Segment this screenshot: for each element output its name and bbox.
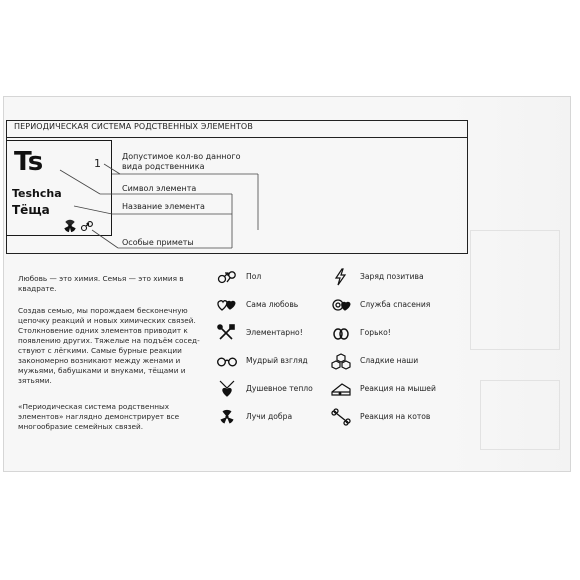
legend-label: Реакция на котов [360, 412, 431, 421]
legend-label: Сладкие наши [360, 356, 419, 365]
element-symbol: Ts [14, 147, 43, 177]
description-paragraph: Создав семью, мы порождаем бесконечную цепочку реакций и новых химических связей. Столкновение одних элементов приводит к появлению других. Тяжелые на подъём соседствуют с лёгкими. Самые бурные реакции закономерно возникают между женами и мужьями, бабушками и внуками, тёщами и зятьями. [18, 306, 200, 385]
closing-paragraph: «Периодическая система родственных элементов» наглядно демонстрирует все многообразие семейных связей. [18, 402, 180, 431]
background-table-ghost [480, 380, 560, 450]
annotation-symbol: Символ элемента [122, 184, 197, 193]
pendant-heart-icon [216, 380, 238, 398]
legend-title-divider [6, 137, 468, 138]
lightning-icon [330, 268, 352, 286]
annotation-allowed-count: Допустимое кол-во данного вида родственника [122, 152, 241, 171]
legend-label: Душевное тепло [246, 384, 313, 393]
cheese-icon [330, 380, 352, 398]
legend-label: Мудрый взгляд [246, 356, 308, 365]
legend-label: Служба спасения [360, 300, 431, 309]
gender-symbols-icon [216, 268, 238, 286]
bone-icon [330, 408, 352, 426]
lifebuoy-heart-icon [330, 296, 352, 314]
legend-label: Заряд позитива [360, 272, 424, 281]
legend-label: Лучи добра [246, 412, 293, 421]
glasses-icon [216, 352, 238, 370]
intro-paragraph: Любовь — это химия. Семья — это химия в квадрате. [18, 274, 184, 293]
element-name-latin: Teshcha [12, 187, 62, 200]
rings-icon [330, 324, 352, 342]
legend-label: Сама любовь [246, 300, 299, 309]
hearts-icon [216, 296, 238, 314]
legend-label: Пол [246, 272, 262, 281]
legend-label: Реакция на мышей [360, 384, 436, 393]
sugar-cubes-icon [330, 352, 352, 370]
radiation-icon [216, 408, 238, 426]
legend-label: Элементарно! [246, 328, 303, 337]
crossed-tools-icon [216, 324, 238, 342]
special-marks-icons [64, 218, 94, 232]
element-count: 1 [94, 157, 101, 170]
legend-title: ПЕРИОДИЧЕСКАЯ СИСТЕМА РОДСТВЕННЫХ ЭЛЕМЕНТОВ [14, 122, 253, 131]
background-table-ghost [470, 230, 560, 350]
annotation-special: Особые приметы [122, 238, 194, 247]
element-name-ru: Тёща [12, 203, 50, 217]
annotation-name: Название элемента [122, 202, 205, 211]
legend-label: Горько! [360, 328, 391, 337]
radiation-icon [65, 220, 75, 231]
gender-symbols-icon [82, 222, 93, 231]
